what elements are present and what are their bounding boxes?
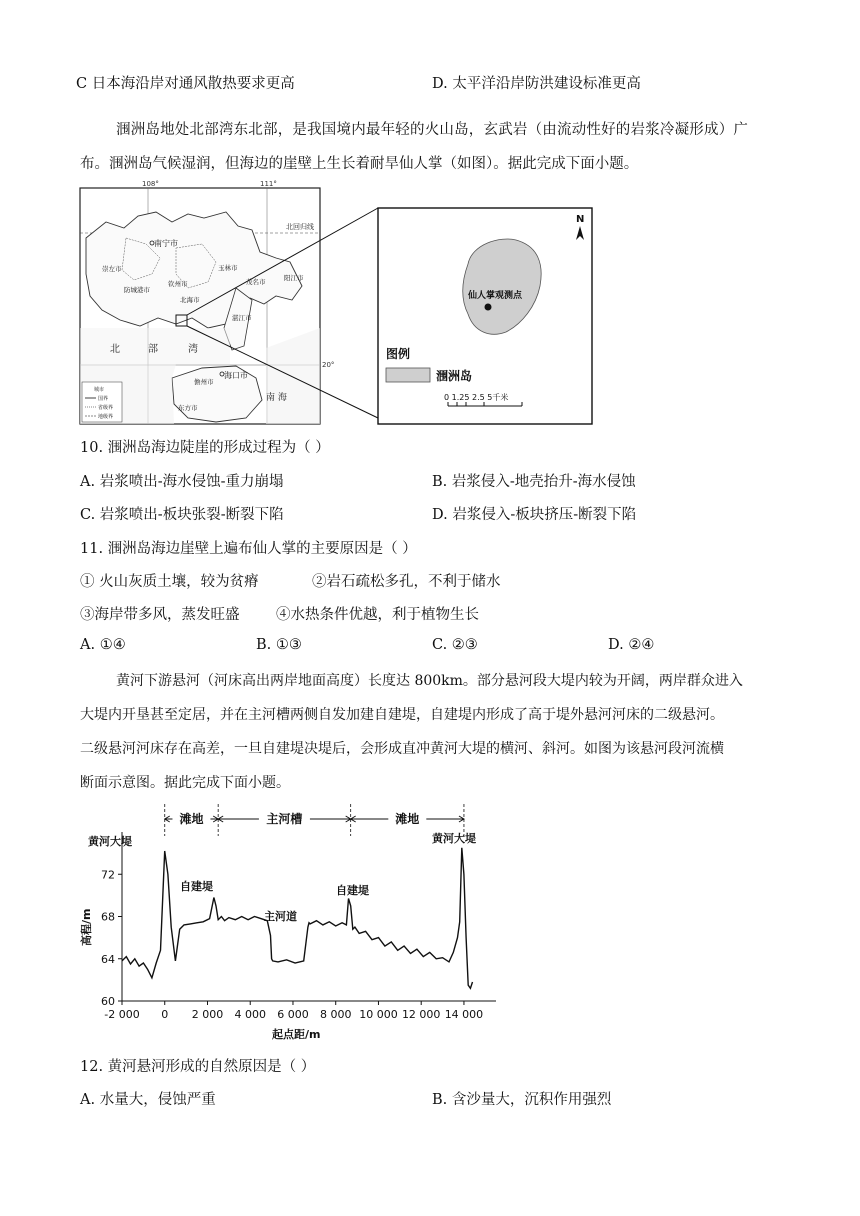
passage1-line2: 布。涠洲岛气候湿润，但海边的崖壁上生长着耐旱仙人掌（如图）。据此完成下面小题。 <box>80 156 639 172</box>
annotation-levee-right: 黄河大堤 <box>432 832 476 845</box>
q11-statement-4: ④水热条件优越，利于植物生长 <box>276 607 479 623</box>
svg-text:N: N <box>576 214 585 225</box>
lat-20-label: 20° <box>322 361 335 369</box>
section-label: 滩地 <box>179 812 204 826</box>
city-label: 儋州市 <box>194 378 214 386</box>
option-c-previous: C 日本海沿岸对通风散热要求更高 <box>76 76 295 92</box>
x-tick-label: -2 000 <box>104 1008 140 1021</box>
q11-statement-1: ① 火山灰质土壤，较为贫瘠 <box>80 574 259 590</box>
legend-title: 图例 <box>386 347 411 361</box>
scale-label: 0 1.25 2.5 5千米 <box>444 393 509 402</box>
lon-108-label: 108° <box>142 180 159 188</box>
gulf-label-3: 湾 <box>188 344 198 355</box>
q10-option-a[interactable]: A. 岩浆喷出-海水侵蚀-重力崩塌 <box>80 474 284 490</box>
x-tick-label: 14 000 <box>444 1008 484 1021</box>
x-tick-label: 8 000 <box>319 1008 352 1021</box>
elevation-line <box>122 848 473 989</box>
passage1-line1: 涠洲岛地处北部湾东北部，是我国境内最年轻的火山岛，玄武岩（由流动性好的岩浆冷凝形成）广 <box>116 122 749 138</box>
option-d-previous: D. 太平洋沿岸防洪建设标准更高 <box>432 76 641 92</box>
tropic-label: 北回归线 <box>286 223 314 231</box>
q11-stem: 11. 涠洲岛海边崖壁上遍布仙人掌的主要原因是（ ） <box>80 541 417 557</box>
q10-option-d[interactable]: D. 岩浆侵入-板块挤压-断裂下陷 <box>432 507 637 523</box>
q11-option-a[interactable]: A. ①④ <box>80 637 126 653</box>
q10-option-c[interactable]: C. 岩浆喷出-板块张裂-断裂下陷 <box>80 507 284 523</box>
q11-option-d[interactable]: D. ②④ <box>608 637 655 653</box>
city-label: 海口市 <box>224 371 248 380</box>
x-tick-label: 4 000 <box>234 1008 266 1021</box>
annotation-levee-left: 黄河大堤 <box>88 835 132 848</box>
y-tick-label: 68 <box>101 910 115 924</box>
river-cross-section-chart <box>76 796 506 1042</box>
city-label: 防城港市 <box>124 286 150 294</box>
section-label: 主河槽 <box>266 812 303 826</box>
q10-stem: 10. 涠洲岛海边陡崖的形成过程为（ ） <box>80 440 330 456</box>
q11-statement-3: ③海岸带多风，蒸发旺盛 <box>80 607 240 623</box>
x-tick-label: 0 <box>161 1008 169 1021</box>
annotation-self-levee-left: 自建堤 <box>180 880 213 893</box>
x-tick-label: 10 000 <box>359 1008 398 1021</box>
annotation-self-levee-right: 自建堤 <box>336 884 369 897</box>
gulf-label-2: 部 <box>148 344 158 355</box>
y-tick-label: 60 <box>101 995 115 1008</box>
legend-island-label: 涠洲岛 <box>436 369 473 383</box>
weizhou-island-map <box>76 178 596 428</box>
legend-city: 城市 <box>94 387 105 393</box>
south-sea-label: 南 海 <box>266 393 287 403</box>
y-axis-label: 高程/m <box>80 908 93 946</box>
observation-point-label: 仙人掌观测点 <box>468 291 523 301</box>
city-label: 玉林市 <box>218 264 238 272</box>
annotation-main-channel: 主河道 <box>264 910 297 923</box>
x-tick-label: 12 000 <box>401 1008 441 1021</box>
lon-111-label: 111° <box>260 180 277 188</box>
legend-border: 国界 <box>98 396 109 402</box>
q11-option-c[interactable]: C. ②③ <box>432 637 478 653</box>
city-label: 茂名市 <box>246 278 266 286</box>
x-axis-label: 起点距/m <box>272 1028 321 1041</box>
q11-statement-2: ②岩石疏松多孔，不利于储水 <box>312 574 501 590</box>
legend-province: 省级界 <box>98 405 114 411</box>
observation-point-icon <box>485 304 492 311</box>
q12-stem: 12. 黄河悬河形成的自然原因是（ ） <box>80 1059 316 1075</box>
city-label: 北海市 <box>180 296 200 304</box>
city-label: 湛江市 <box>232 314 252 322</box>
city-label: 钦州市 <box>168 280 188 288</box>
passage2-line3: 二级悬河河床存在高差，一旦自建堤决堤后，会形成直冲黄河大堤的横河、斜河。如图为该悬河段河流横 <box>80 741 724 757</box>
passage2-line1: 黄河下游悬河（河床高出两岸地面高度）长度达 800km。部分悬河段大堤内较为开阔，两岸群众进入 <box>116 673 743 689</box>
legend-island-swatch <box>386 368 430 382</box>
legend-prefecture: 地级界 <box>98 414 114 420</box>
y-tick-label: 64 <box>101 952 115 966</box>
y-tick-label: 72 <box>101 868 115 882</box>
city-label: 崇左市 <box>102 265 122 273</box>
passage2-line4: 断面示意图。据此完成下面小题。 <box>80 775 290 791</box>
q12-option-a[interactable]: A. 水量大，侵蚀严重 <box>80 1092 216 1108</box>
q10-option-b[interactable]: B. 岩浆侵入-地壳抬升-海水侵蚀 <box>432 474 636 490</box>
q11-option-b[interactable]: B. ①③ <box>256 637 302 653</box>
city-label: 南宁市 <box>154 239 178 248</box>
gulf-label-1: 北 <box>110 344 120 355</box>
section-label: 滩地 <box>395 812 420 826</box>
x-tick-label: 2 000 <box>191 1008 224 1021</box>
passage2-line2: 大堤内开垦甚至定居，并在主河槽两侧自发加建自建堤，自建堤内形成了高于堤外悬河河床的二级悬河。 <box>80 707 724 723</box>
city-label: 东方市 <box>178 404 198 412</box>
x-tick-label: 6 000 <box>277 1008 309 1021</box>
city-label: 阳江市 <box>284 274 304 282</box>
q12-option-b[interactable]: B. 含沙量大，沉积作用强烈 <box>432 1092 612 1108</box>
